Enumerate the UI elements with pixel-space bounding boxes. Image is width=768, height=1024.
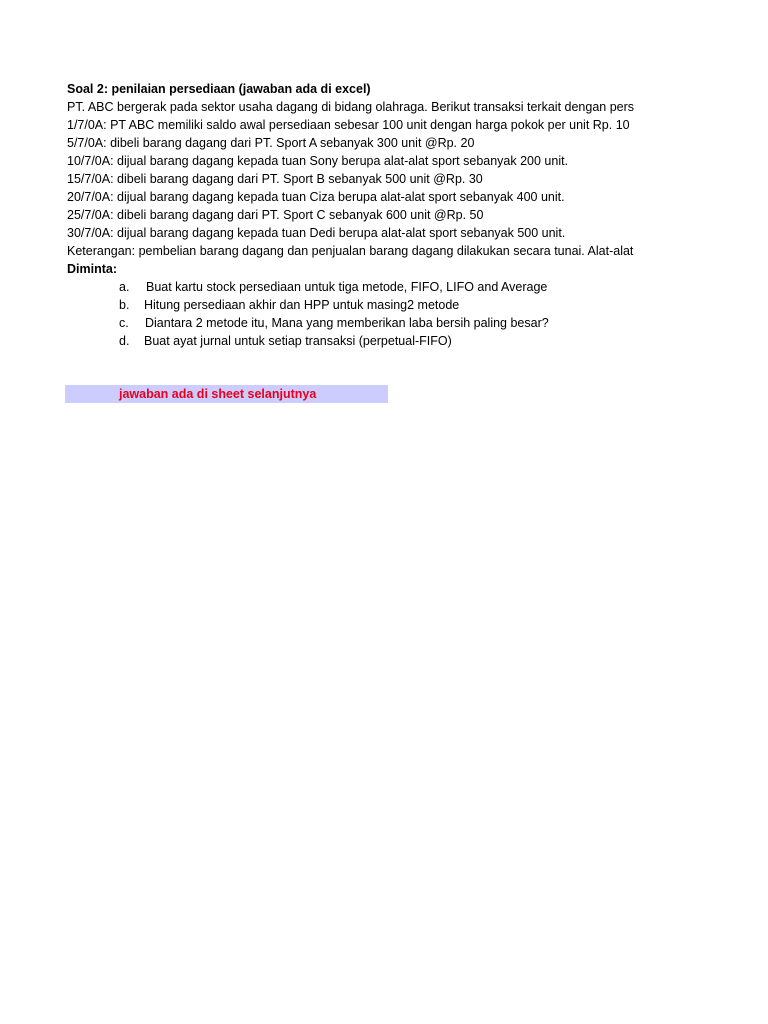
requested-label: Diminta: bbox=[67, 262, 117, 276]
task-item bbox=[67, 296, 650, 314]
answer-highlight-cell bbox=[65, 385, 388, 403]
task-text: Buat ayat jurnal untuk setiap transaksi (perpetual-FIFO) bbox=[144, 334, 452, 348]
problem-content bbox=[67, 80, 650, 350]
task-text: Buat kartu stock persediaan untuk tiga metode, FIFO, LIFO and Average bbox=[146, 280, 548, 294]
answer-note: jawaban ada di sheet selanjutnya bbox=[119, 387, 317, 401]
text-line: 1/7/0A: PT ABC memiliki saldo awal persediaan sebesar 100 unit dengan harga pokok per unit Rp. 10 bbox=[67, 118, 630, 132]
task-marker: d. bbox=[119, 334, 130, 348]
task-marker: c. bbox=[119, 316, 129, 330]
text-line: 30/7/0A: dijual barang dagang kepada tuan Dedi berupa alat-alat sport sebanyak 500 unit. bbox=[67, 226, 566, 240]
task-item bbox=[67, 314, 650, 332]
text-line: 10/7/0A: dijual barang dagang kepada tuan Sony berupa alat-alat sport sebanyak 200 unit. bbox=[67, 154, 569, 168]
problem-title: Soal 2: penilaian persediaan (jawaban ada di excel) bbox=[67, 82, 371, 96]
text-line: 5/7/0A: dibeli barang dagang dari PT. Sport A sebanyak 300 unit @Rp. 20 bbox=[67, 136, 475, 150]
task-text: Diantara 2 metode itu, Mana yang memberikan laba bersih paling besar? bbox=[145, 316, 549, 330]
task-item bbox=[67, 332, 650, 350]
text-line: PT. ABC bergerak pada sektor usaha dagang di bidang olahraga. Berikut transaksi terkait dengan pers bbox=[67, 100, 635, 114]
task-text: Hitung persediaan akhir dan HPP untuk masing2 metode bbox=[144, 298, 460, 312]
text-line: 20/7/0A: dijual barang dagang kepada tuan Ciza berupa alat-alat sport sebanyak 400 unit. bbox=[67, 190, 565, 204]
text-line: 15/7/0A: dibeli barang dagang dari PT. Sport B sebanyak 500 unit @Rp. 30 bbox=[67, 172, 483, 186]
task-item bbox=[67, 278, 650, 296]
task-marker: b. bbox=[119, 298, 130, 312]
text-line: 25/7/0A: dibeli barang dagang dari PT. Sport C sebanyak 600 unit @Rp. 50 bbox=[67, 208, 484, 222]
text-line: Keterangan: pembelian barang dagang dan penjualan barang dagang dilakukan secara tunai. Alat-alat bbox=[67, 244, 634, 258]
task-marker: a. bbox=[119, 280, 130, 294]
